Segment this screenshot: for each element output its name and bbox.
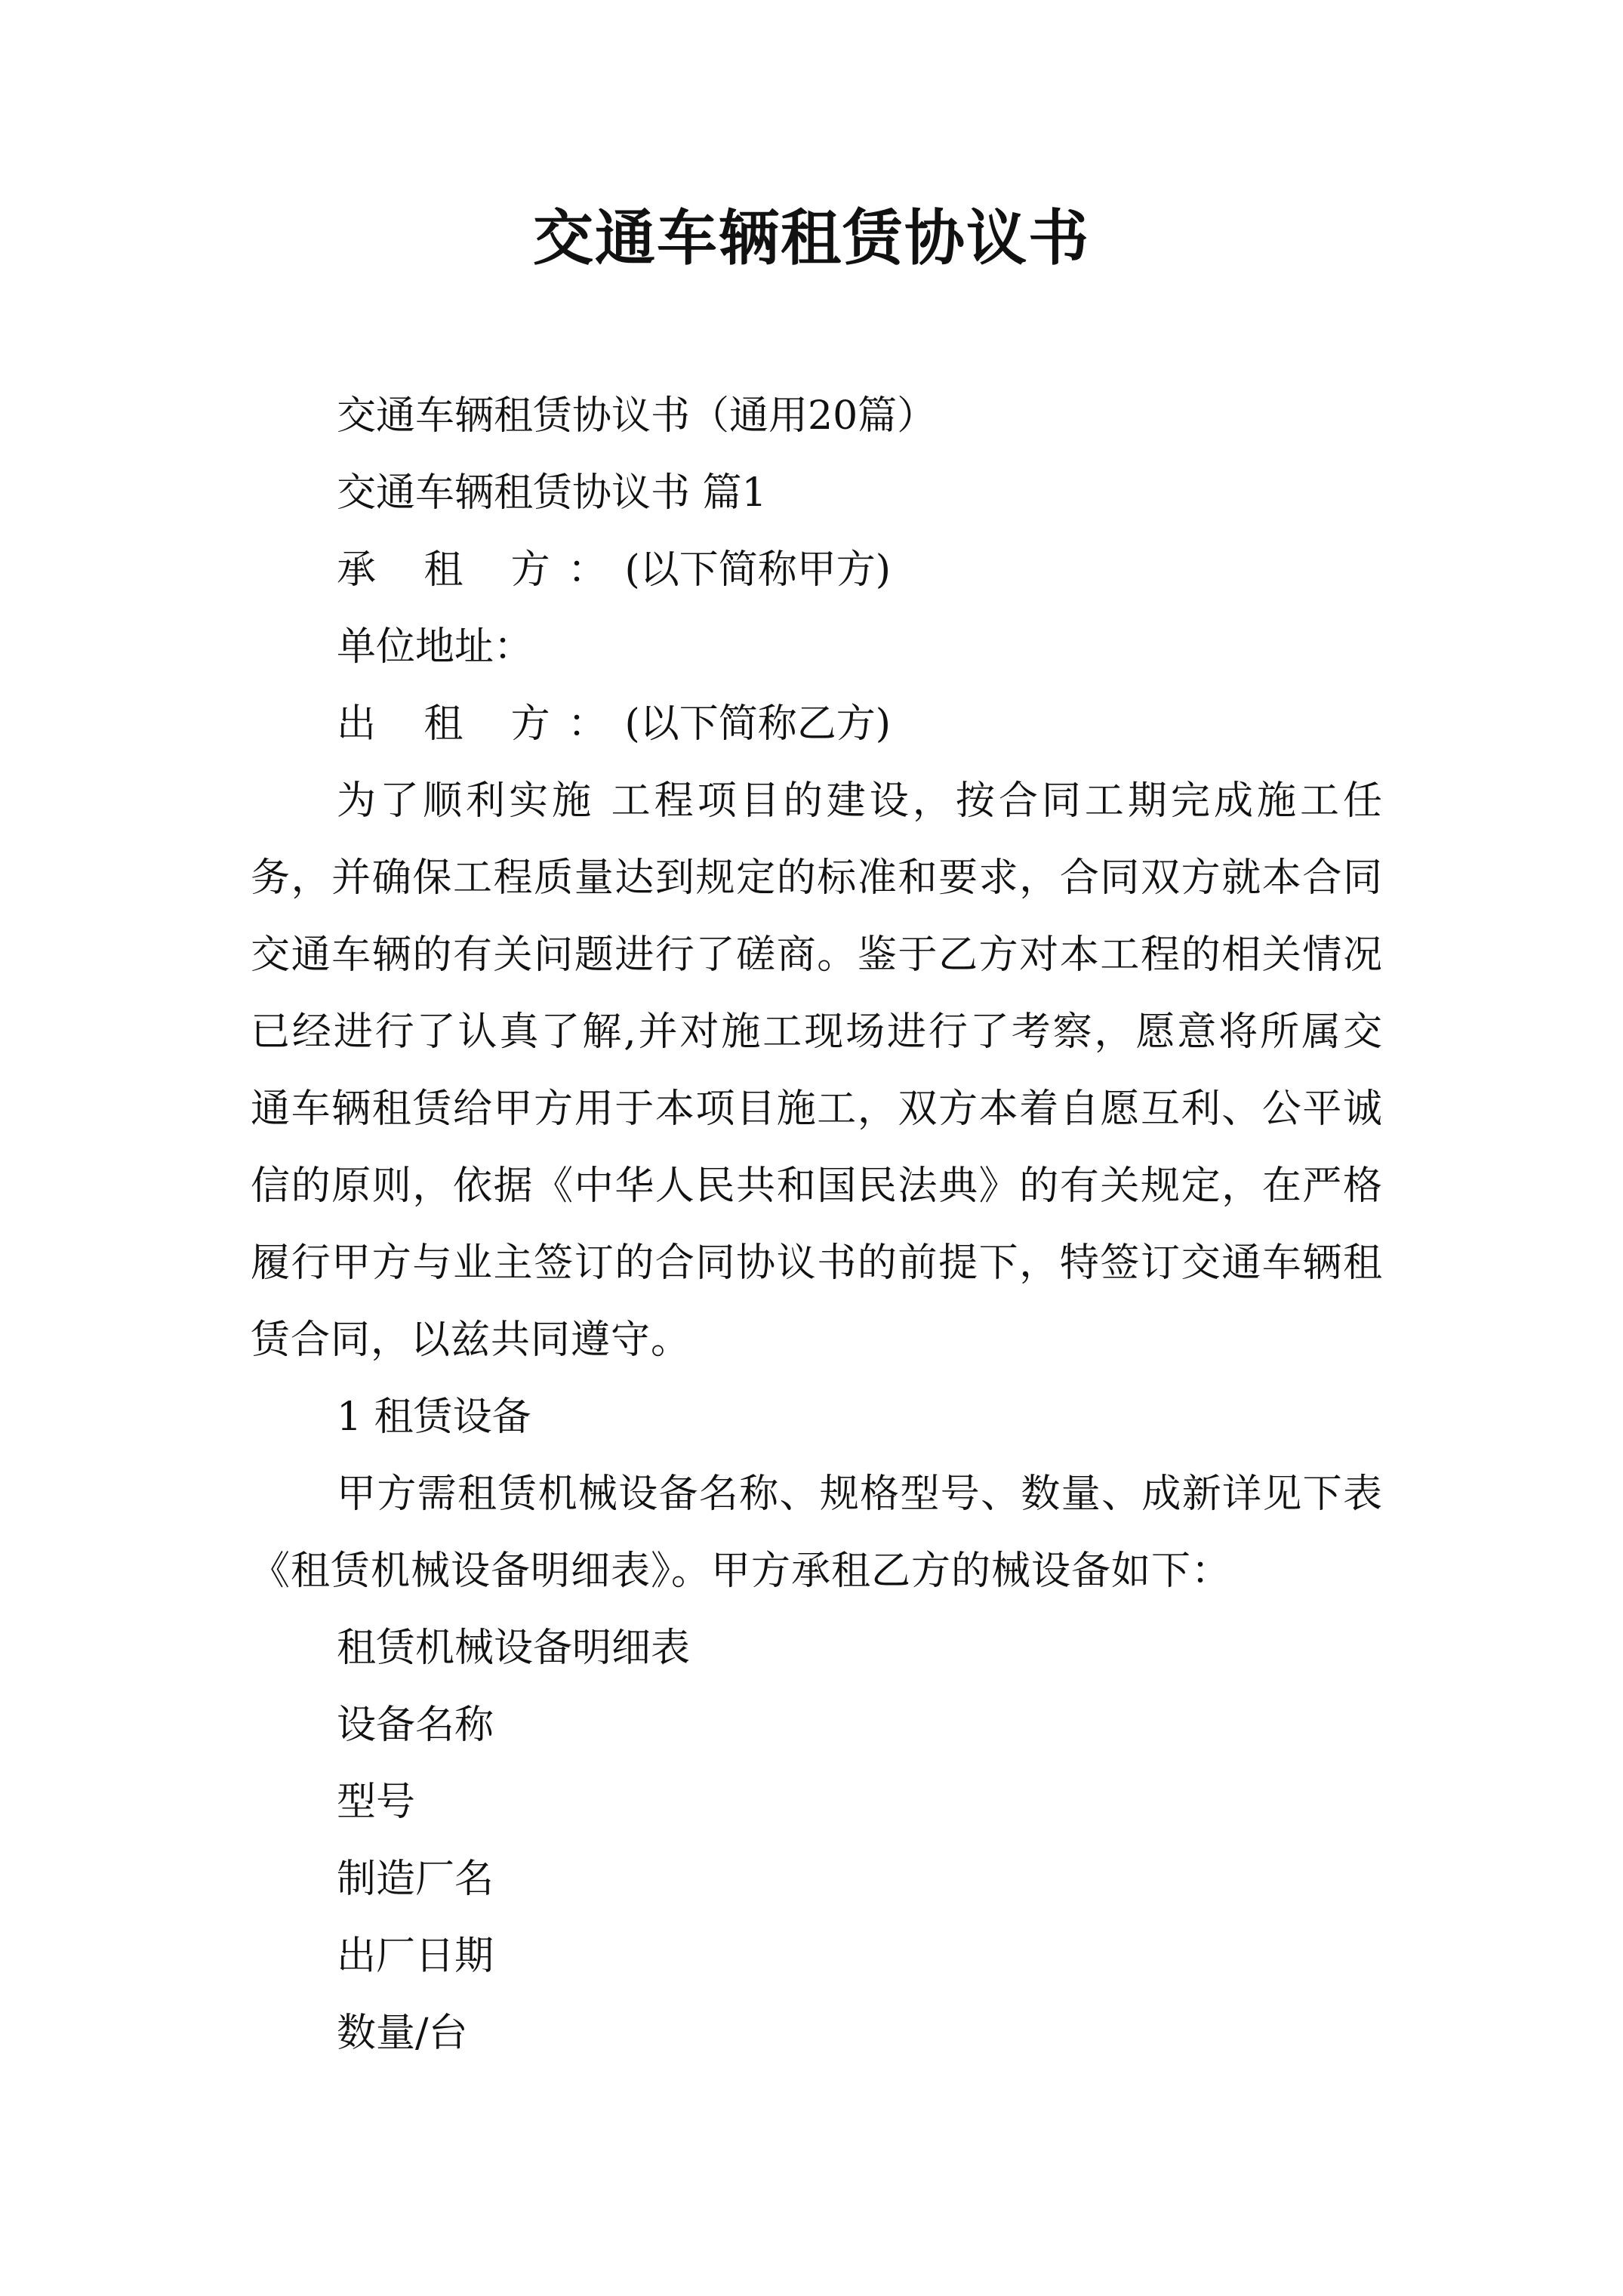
section-heading: 交通车辆租赁协议书 篇1 (337, 470, 767, 516)
document-subtitle: 交通车辆租赁协议书（通用20篇） (337, 393, 937, 439)
document-body (251, 378, 1383, 2072)
clause1-paragraph: 甲方需租赁机械设备名称、规格型号、数量、成新详见下表《租赁机械设备明细表》。甲方承租乙方的械设备如下： (251, 1472, 1383, 1594)
table-column-manufacturer: 制造厂名 (337, 1857, 494, 1902)
table-title: 租赁机械设备明细表 (337, 1626, 691, 1671)
lessor-line (251, 686, 1383, 763)
document-title: 交通车辆租赁协议书 (533, 202, 1090, 273)
clause1-heading: 1 租赁设备 (337, 1395, 531, 1440)
table-column-equipment-name: 设备名称 (337, 1703, 494, 1748)
intro-paragraph: 为了顺利实施 工程项目的建设，按合同工期完成施工任务，并确保工程质量达到规定的标准和要求，合同双方就本合同交通车辆的有关问题进行了磋商。鉴于乙方对本工程的相关情况已经进行了认真了解,并对施工现场进行了考察，愿意将所属交通车辆租赁给甲方用于本项目施工，双方本着自愿互利、公平诚信的原则，依据《中华人民共和国民法典》的有关规定，在严格履行甲方与业主签订的合同协议书的前提下，特签订交通车辆租赁合同，以兹共同遵守。 (251, 778, 1383, 1363)
lessee-label: 承 租 方： (337, 547, 625, 593)
lessee-line (251, 532, 1383, 609)
table-column-manufacture-date: 出厂日期 (337, 1934, 494, 1979)
table-column-quantity: 数量/台 (337, 2011, 468, 2056)
lessor-note: (以下简称乙方) (624, 701, 892, 747)
lessor-label: 出 租 方： (337, 701, 625, 747)
unit-address-label: 单位地址： (337, 624, 534, 670)
table-column-model: 型号 (337, 1780, 416, 1825)
lessee-note: (以下简称甲方) (624, 547, 892, 593)
